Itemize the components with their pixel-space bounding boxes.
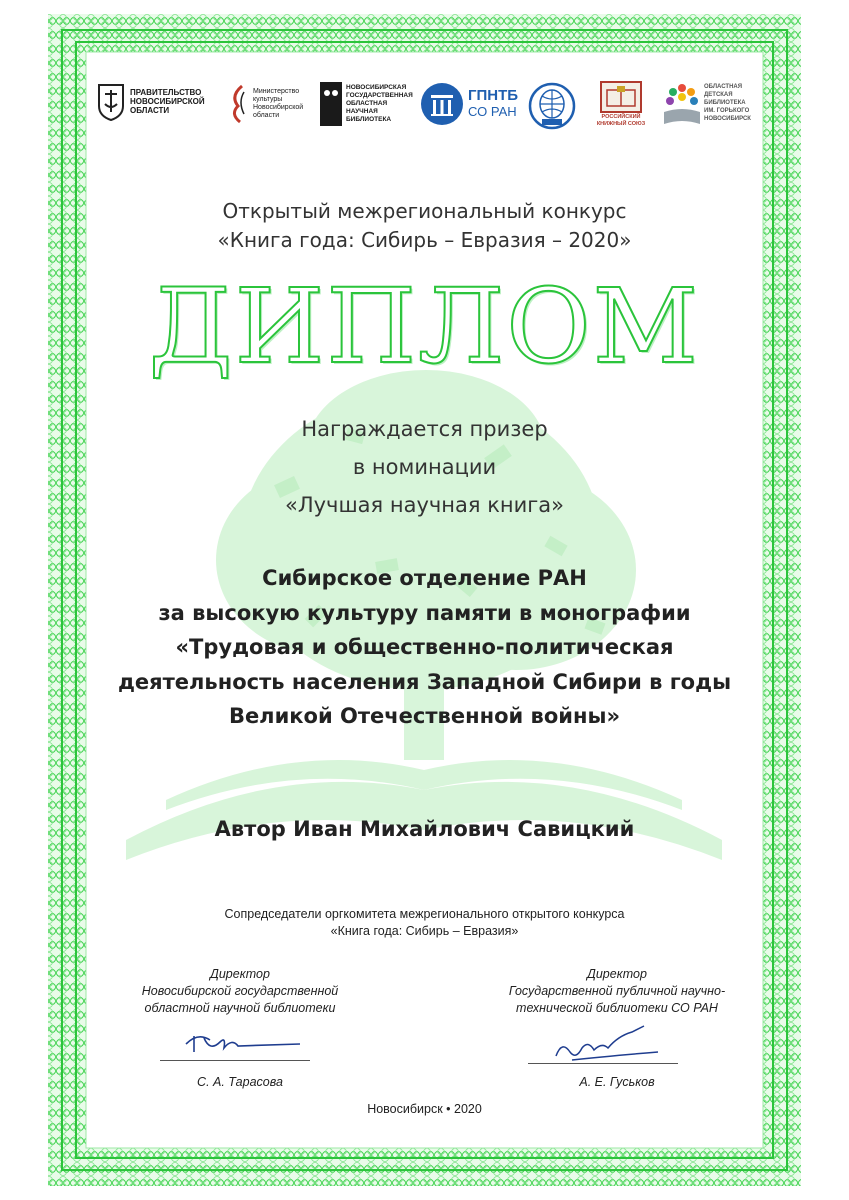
logo-ministry-line3: Новосибирской — [253, 104, 304, 111]
logo-library-line2: ГОСУДАРСТВЕННАЯ — [346, 92, 413, 99]
cochairs-heading — [86, 906, 763, 940]
logo-government — [96, 82, 222, 126]
winner-line1: Сибирское отделение РАН — [262, 566, 587, 590]
logo-children-line3: БИБЛИОТЕКА — [704, 100, 746, 106]
logo-library-line5: БИБЛИОТЕКА — [346, 116, 392, 123]
logo-gpntb-line1: ГПНТБ — [468, 87, 519, 104]
diploma-title: ДИПЛОМ — [148, 267, 701, 387]
logo-library-line4: НАУЧНАЯ — [346, 108, 378, 115]
logo-ministry-line2: культуры — [253, 96, 283, 103]
signatory-left-title2: Новосибирской государственной — [141, 984, 339, 998]
cochairs-line1: Сопредседатели оргкомитета межрегионального открытого конкурса — [224, 907, 625, 921]
winner-line3: «Трудовая и общественно-политическая — [175, 635, 674, 659]
signatory-right-title1: Директор — [587, 967, 647, 981]
logo-library-line1: НОВОСИБИРСКАЯ — [346, 84, 407, 91]
logo-ministry-line4: области — [253, 112, 280, 119]
signatory-left-title3: областной научной библиотеки — [144, 1001, 336, 1015]
contest-line2: «Книга года: Сибирь – Евразия – 2020» — [217, 228, 632, 252]
signature-line-left — [160, 1060, 310, 1061]
signatory-left-name: С. А. Тарасова — [197, 1075, 283, 1089]
winner-line2: за высокую культуру памяти в монографии — [158, 600, 691, 625]
logo-government-line2: НОВОСИБИРСКОЙ — [130, 97, 205, 106]
logo-government-line3: ОБЛАСТИ — [130, 106, 170, 115]
signatory-right-name: А. Е. Гуськов — [579, 1075, 655, 1089]
signatory-left-title1: Директор — [210, 967, 270, 981]
signature-line-right — [528, 1063, 678, 1064]
signatory-right-title3: технической библиотеки СО РАН — [516, 1001, 718, 1015]
logo-book-union — [592, 80, 650, 134]
logo-book-union-line2: КНИЖНЫЙ СОЮЗ — [596, 121, 646, 127]
cochairs-line2: «Книга года: Сибирь – Евразия» — [330, 924, 519, 938]
logo-children-line2: ДЕТСКАЯ — [704, 92, 733, 98]
signature-right — [548, 1022, 668, 1068]
logo-ministry — [228, 84, 314, 126]
logo-children-line5: НОВОСИБИРСК — [704, 116, 751, 122]
owl-icon — [320, 82, 342, 126]
logo-gpntb — [420, 82, 522, 128]
logo-library — [320, 82, 412, 128]
logo-book-union-line1: РОССИЙСКИЙ — [601, 114, 641, 120]
logo-library-line3: ОБЛАСТНАЯ — [346, 100, 388, 107]
logo-children-line1: ОБЛАСТНАЯ — [704, 84, 743, 90]
ministry-emblem-icon — [228, 84, 250, 124]
signatory-left-title — [110, 966, 370, 1017]
author-line: Автор Иван Михайлович Савицкий — [214, 817, 635, 841]
winner-line4: деятельность населения Западной Сибири в годы — [117, 669, 732, 694]
award-line1: Награждается призер — [301, 417, 548, 441]
contest-name — [86, 197, 763, 255]
winner-line5: Великой Отечественной войны» — [228, 704, 621, 728]
footer-city-year: Новосибирск • 2020 — [367, 1102, 482, 1116]
signatory-right-title — [482, 966, 752, 1017]
signatory-right-title2: Государственной публичной научно- — [508, 984, 726, 998]
award-nomination — [86, 410, 763, 524]
globe-emblem-icon — [528, 82, 576, 130]
award-line3: «Лучшая научная книга» — [284, 493, 565, 517]
contest-line1: Открытый межрегиональный конкурс — [222, 199, 627, 223]
logo-children-line4: ИМ. ГОРЬКОГО — [704, 108, 750, 114]
gpntb-columns-icon — [420, 82, 464, 126]
coat-of-arms-icon — [96, 82, 126, 122]
award-line2: в номинации — [352, 455, 497, 479]
logo-ministry-line1: Министерство — [253, 88, 300, 95]
logo-government-line1: ПРАВИТЕЛЬСТВО — [130, 88, 202, 97]
flower-book-icon — [662, 82, 702, 126]
logo-gpntb-line2: СО РАН — [468, 104, 517, 119]
logo-children-library — [662, 82, 758, 128]
winner-block — [86, 561, 763, 734]
signature-left — [180, 1026, 310, 1060]
